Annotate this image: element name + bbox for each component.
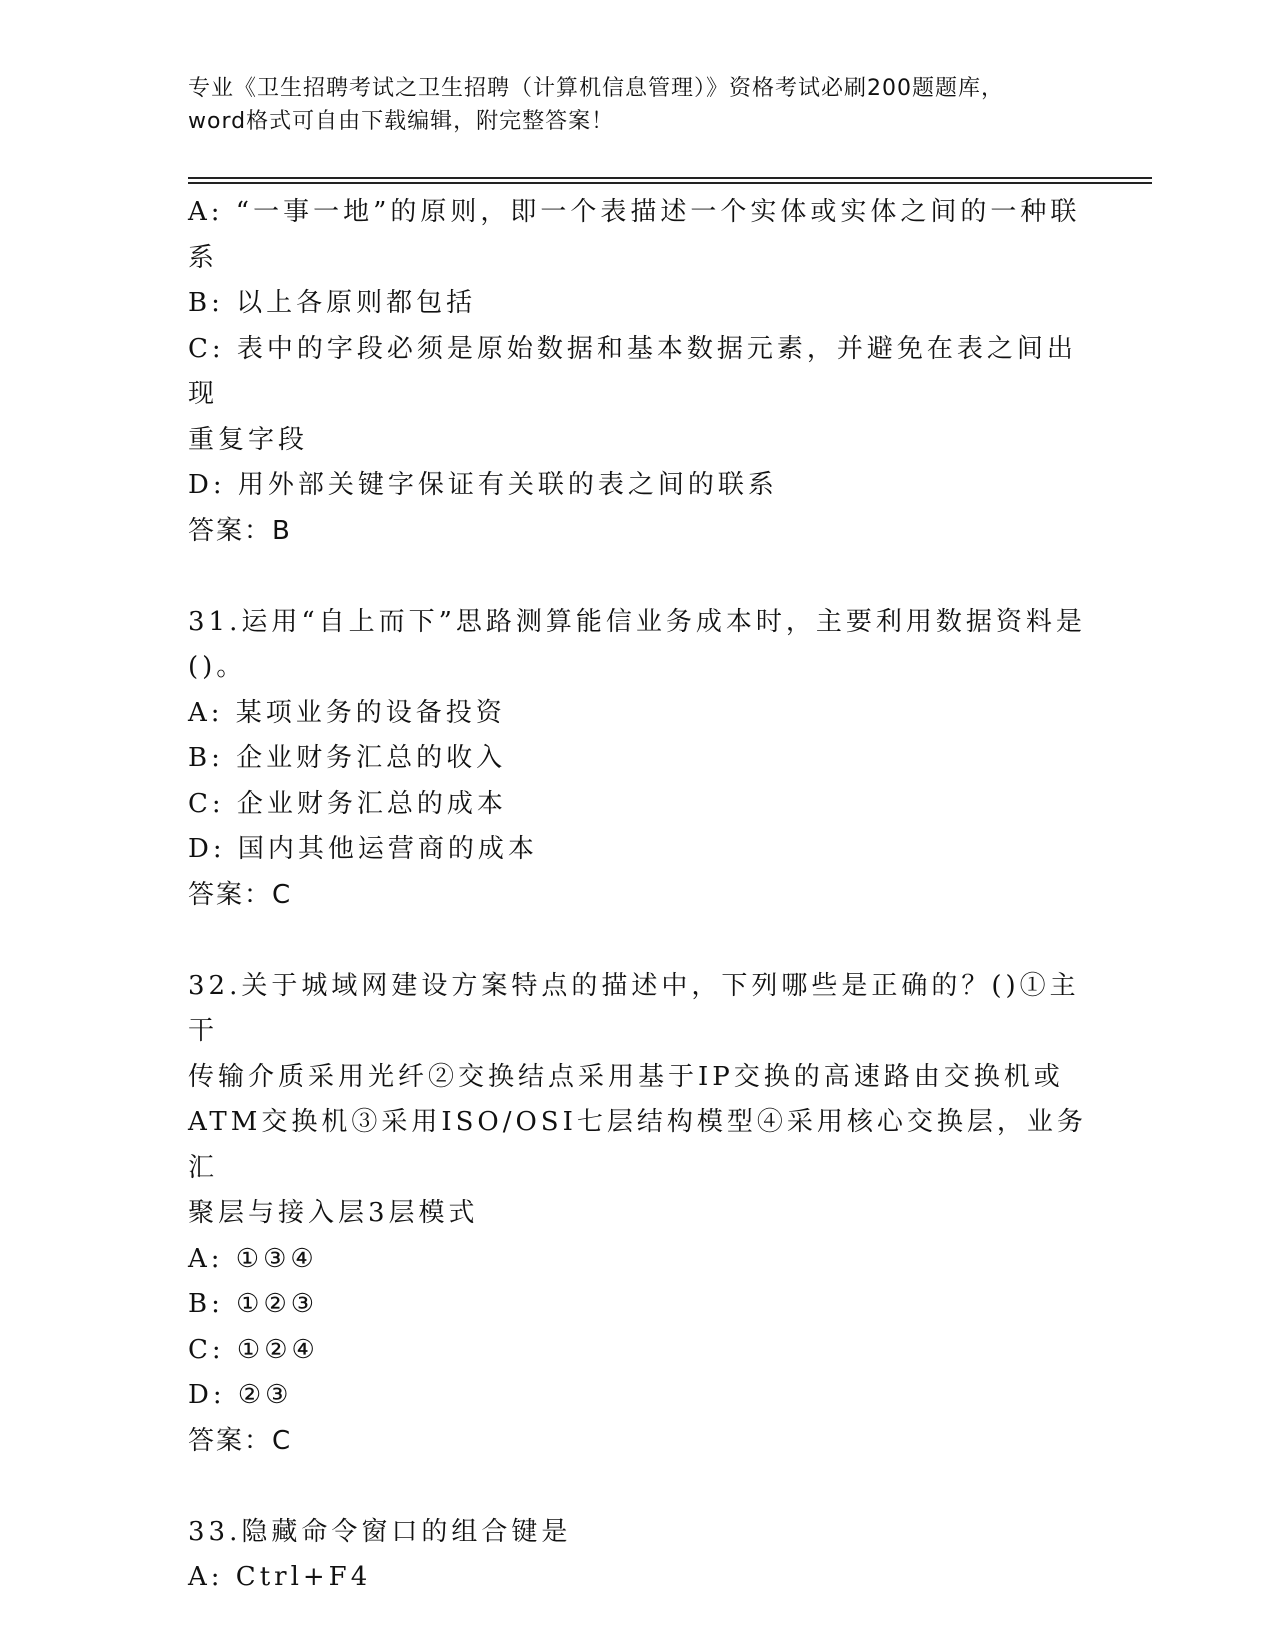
option-d: D: 国内其他运营商的成本 bbox=[188, 834, 538, 864]
header-title-line1: 专业《卫生招聘考试之卫生招聘（计算机信息管理）》资格考试必刷200题题库， bbox=[188, 76, 1004, 101]
option-b: B: 以上各原则都包括 bbox=[188, 288, 477, 318]
option-d: D: ②③ bbox=[188, 1380, 293, 1410]
option-a-continued: 系 bbox=[188, 242, 219, 273]
option-c: C: 企业财务汇总的成本 bbox=[188, 788, 507, 819]
spacer bbox=[188, 918, 1088, 964]
header-title-line2: word格式可自由下载编辑，附完整答案！ bbox=[188, 109, 615, 134]
option-d: D: 用外部关键字保证有关联的表之间的联系 bbox=[188, 470, 778, 500]
option-a: A: “一事一地”的原则，即一个表描述一个实体或实体之间的一种联 bbox=[188, 197, 1081, 227]
question-stem: 31.运用“自上而下”思路测算能信业务成本时，主要利用数据资料是 bbox=[188, 606, 1086, 637]
header-divider-bottom bbox=[188, 182, 1152, 184]
question-stem-continued: 聚层与接入层3层模式 bbox=[188, 1198, 479, 1228]
question-31-block bbox=[188, 600, 1088, 919]
previous-question-block bbox=[188, 190, 1088, 554]
spacer bbox=[188, 554, 1088, 600]
spacer bbox=[188, 1464, 1088, 1510]
option-a: A: ①③④ bbox=[188, 1243, 318, 1274]
answer: 答案：C bbox=[188, 879, 293, 910]
option-b: B: ①②③ bbox=[188, 1289, 319, 1319]
option-a: A: 某项业务的设备投资 bbox=[188, 697, 506, 728]
answer: 答案：C bbox=[188, 1425, 293, 1456]
option-c-continued: 重复字段 bbox=[188, 424, 309, 455]
option-a: A: Ctrl+F4 bbox=[188, 1562, 372, 1592]
option-c: C: 表中的字段必须是原始数据和基本数据元素，并避免在表之间出现 bbox=[188, 333, 1077, 409]
option-c: C: ①②④ bbox=[188, 1334, 319, 1365]
question-32-block bbox=[188, 964, 1088, 1465]
answer: 答案：B bbox=[188, 515, 292, 546]
question-content bbox=[188, 190, 1088, 1601]
question-stem-continued: ()。 bbox=[188, 652, 247, 682]
document-header bbox=[188, 72, 1088, 138]
question-stem-continued: ATM交换机③采用ISO/OSI七层结构模型④采用核心交换层，业务汇 bbox=[188, 1107, 1087, 1183]
question-stem-continued: 传输介质采用光纤②交换结点采用基于IP交换的高速路由交换机或 bbox=[188, 1061, 1064, 1092]
question-stem: 33.隐藏命令窗口的组合键是 bbox=[188, 1516, 572, 1547]
question-stem: 32.关于城域网建设方案特点的描述中，下列哪些是正确的？()①主干 bbox=[188, 970, 1080, 1046]
question-33-block bbox=[188, 1510, 1088, 1601]
option-b: B: 企业财务汇总的收入 bbox=[188, 743, 507, 773]
header-divider-top bbox=[188, 177, 1152, 179]
